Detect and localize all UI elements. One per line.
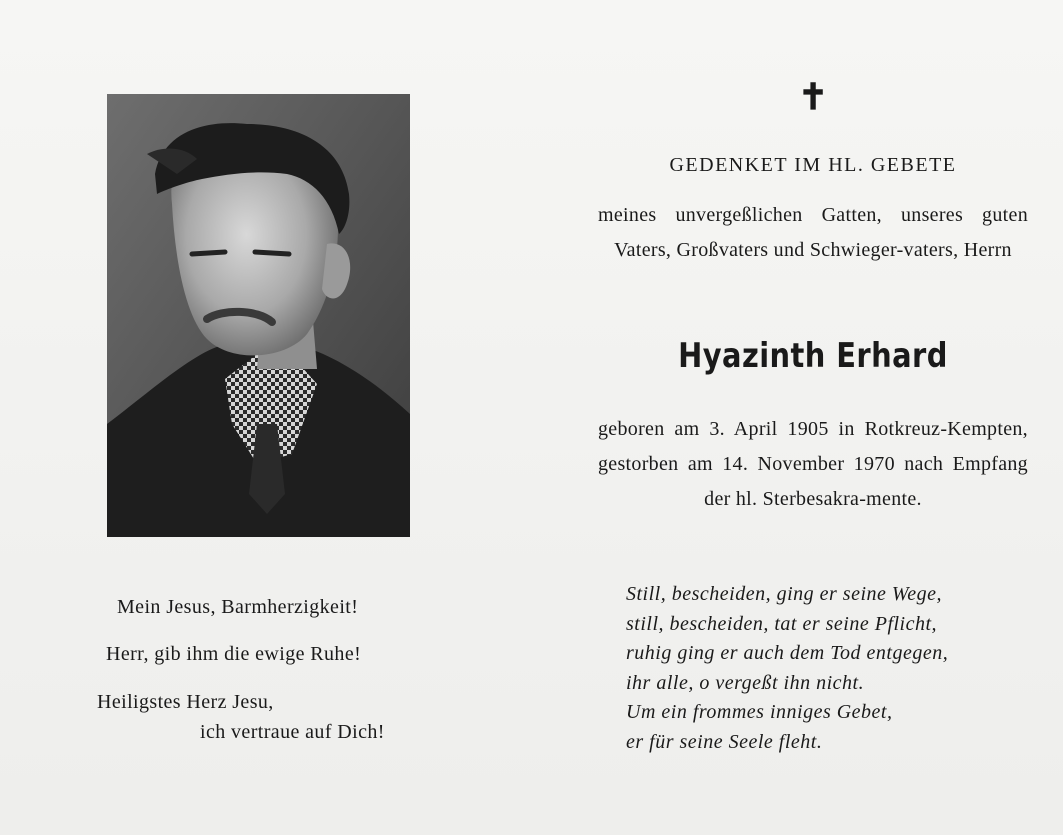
poem-line: er für seine Seele fleht.	[626, 730, 823, 753]
deceased-name: Hyazinth Erhard	[678, 336, 948, 376]
heading: GEDENKET IM HL. GEBETE	[669, 154, 957, 176]
intro-paragraph: meines unvergeßlichen Gatten, unseres guten Vaters, Großvaters und Schwieger-vaters, Herrn	[598, 204, 1028, 261]
poem-line: Still, bescheiden, ging er seine Wege,	[626, 583, 942, 605]
poem-line: still, bescheiden, tat er seine Pflicht,	[626, 612, 938, 635]
portrait-photo	[107, 94, 410, 537]
poem-line: ihr alle, o vergeßt ihn nicht.	[626, 671, 865, 694]
prayer-line: Herr, gib ihm die ewige Ruhe!	[106, 643, 362, 665]
poem-line: ruhig ging er auch dem Tod entgegen,	[626, 642, 949, 664]
poem	[626, 580, 1026, 757]
poem-line: Um ein frommes inniges Gebet,	[626, 701, 893, 723]
prayer-line: Heiligstes Herz Jesu,	[97, 691, 274, 713]
prayer-line: Mein Jesus, Barmherzigkeit!	[117, 596, 359, 618]
portrait-image	[107, 94, 410, 537]
prayer-line: ich vertraue auf Dich!	[200, 721, 385, 743]
cross-icon: ✝	[798, 76, 829, 118]
bio-paragraph: geboren am 3. April 1905 in Rotkreuz-Kempten, gestorben am 14. November 1970 nach Empfang der hl. Sterbesakra-mente.	[598, 418, 1028, 510]
